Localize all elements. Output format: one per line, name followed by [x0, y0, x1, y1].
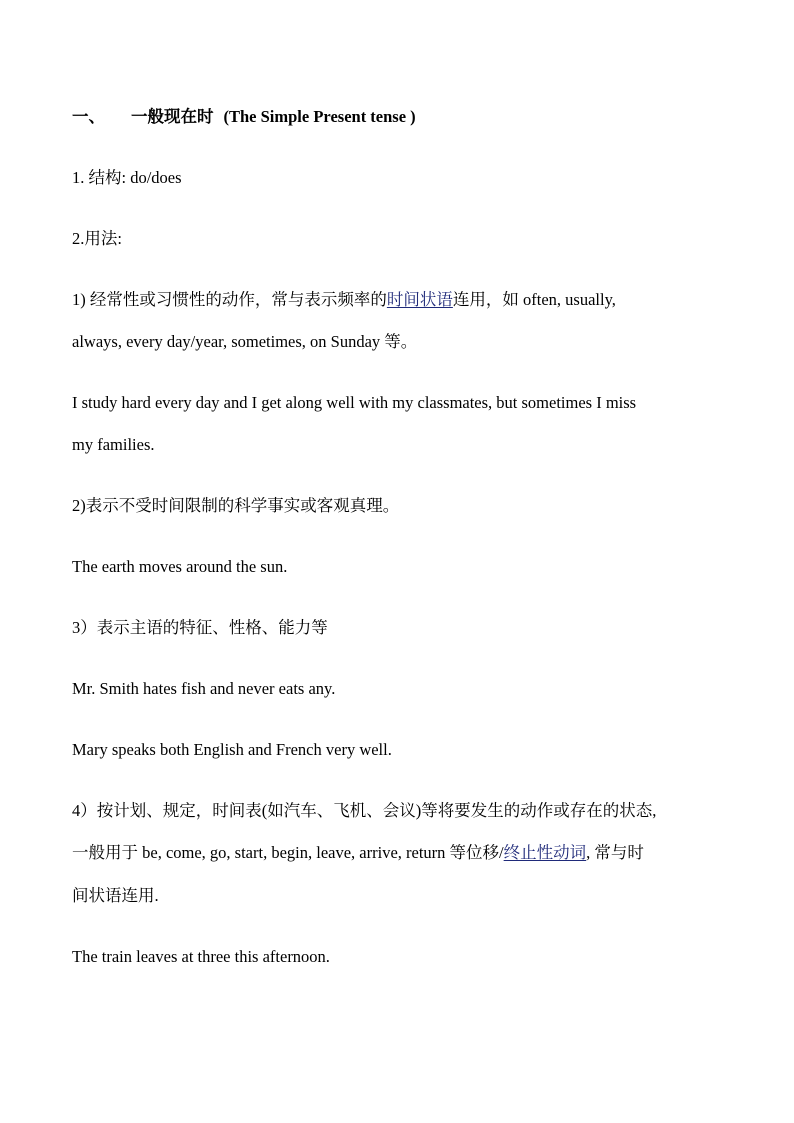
terminative-verb-link[interactable]: 终止性动词	[503, 843, 587, 862]
point2-example-line	[72, 557, 287, 577]
point2-text: 2)表示不受时间限制的科学事实或客观真理。	[72, 496, 400, 515]
heading-number: 一、	[72, 107, 105, 126]
heading-title-en: (The Simple Present tense )	[223, 107, 416, 126]
point4-text1: 4）按计划、规定，时间表(如汽车、飞机、会议)等将要发生的动作或存在的状态,	[72, 801, 657, 820]
point3-example1-line	[72, 679, 335, 699]
point1-line1	[72, 290, 616, 310]
point3-text: 3）表示主语的特征、性格、能力等	[72, 618, 328, 637]
point1-suffix: 连用，如 often, usually,	[452, 290, 616, 309]
point1-line2-text: always, every day/year, sometimes, on Sunday 等。	[72, 332, 418, 351]
point4-line2-suffix: , 常与时	[586, 843, 644, 862]
point1-line2	[72, 332, 417, 352]
point3-line	[72, 618, 328, 638]
point2-line	[72, 496, 399, 516]
point4-example: The train leaves at three this afternoon.	[72, 947, 330, 966]
time-adverbial-link[interactable]: 时间状语	[386, 290, 453, 309]
point1-example-line1	[72, 393, 636, 413]
point4-example-line	[72, 947, 330, 967]
point4-line1	[72, 801, 656, 821]
point3-example1: Mr. Smith hates fish and never eats any.	[72, 679, 336, 698]
structure-line	[72, 168, 182, 188]
usage-line	[72, 229, 122, 249]
point4-line2-prefix: 一般用于 be, come, go, start, begin, leave, arrive, return 等位移/	[72, 843, 504, 862]
point3-example2: Mary speaks both English and French very well.	[72, 740, 392, 759]
point1-example-text2: my families.	[72, 435, 155, 454]
heading-title-cn: 一般现在时	[131, 107, 214, 126]
structure-label: 1. 结构: do/does	[72, 168, 182, 187]
point1-example-line2	[72, 435, 154, 455]
point3-example2-line	[72, 740, 392, 760]
usage-label: 2.用法:	[72, 229, 122, 248]
point1-prefix: 1) 经常性或习惯性的动作，常与表示频率的	[72, 290, 387, 309]
section-heading	[72, 107, 416, 127]
point1-example-text1: I study hard every day and I get along well with my classmates, but sometimes I miss	[72, 393, 637, 412]
point4-text3: 间状语连用.	[72, 886, 159, 905]
point4-line3	[72, 886, 159, 906]
point2-example: The earth moves around the sun.	[72, 557, 288, 576]
point4-line2	[72, 843, 644, 863]
